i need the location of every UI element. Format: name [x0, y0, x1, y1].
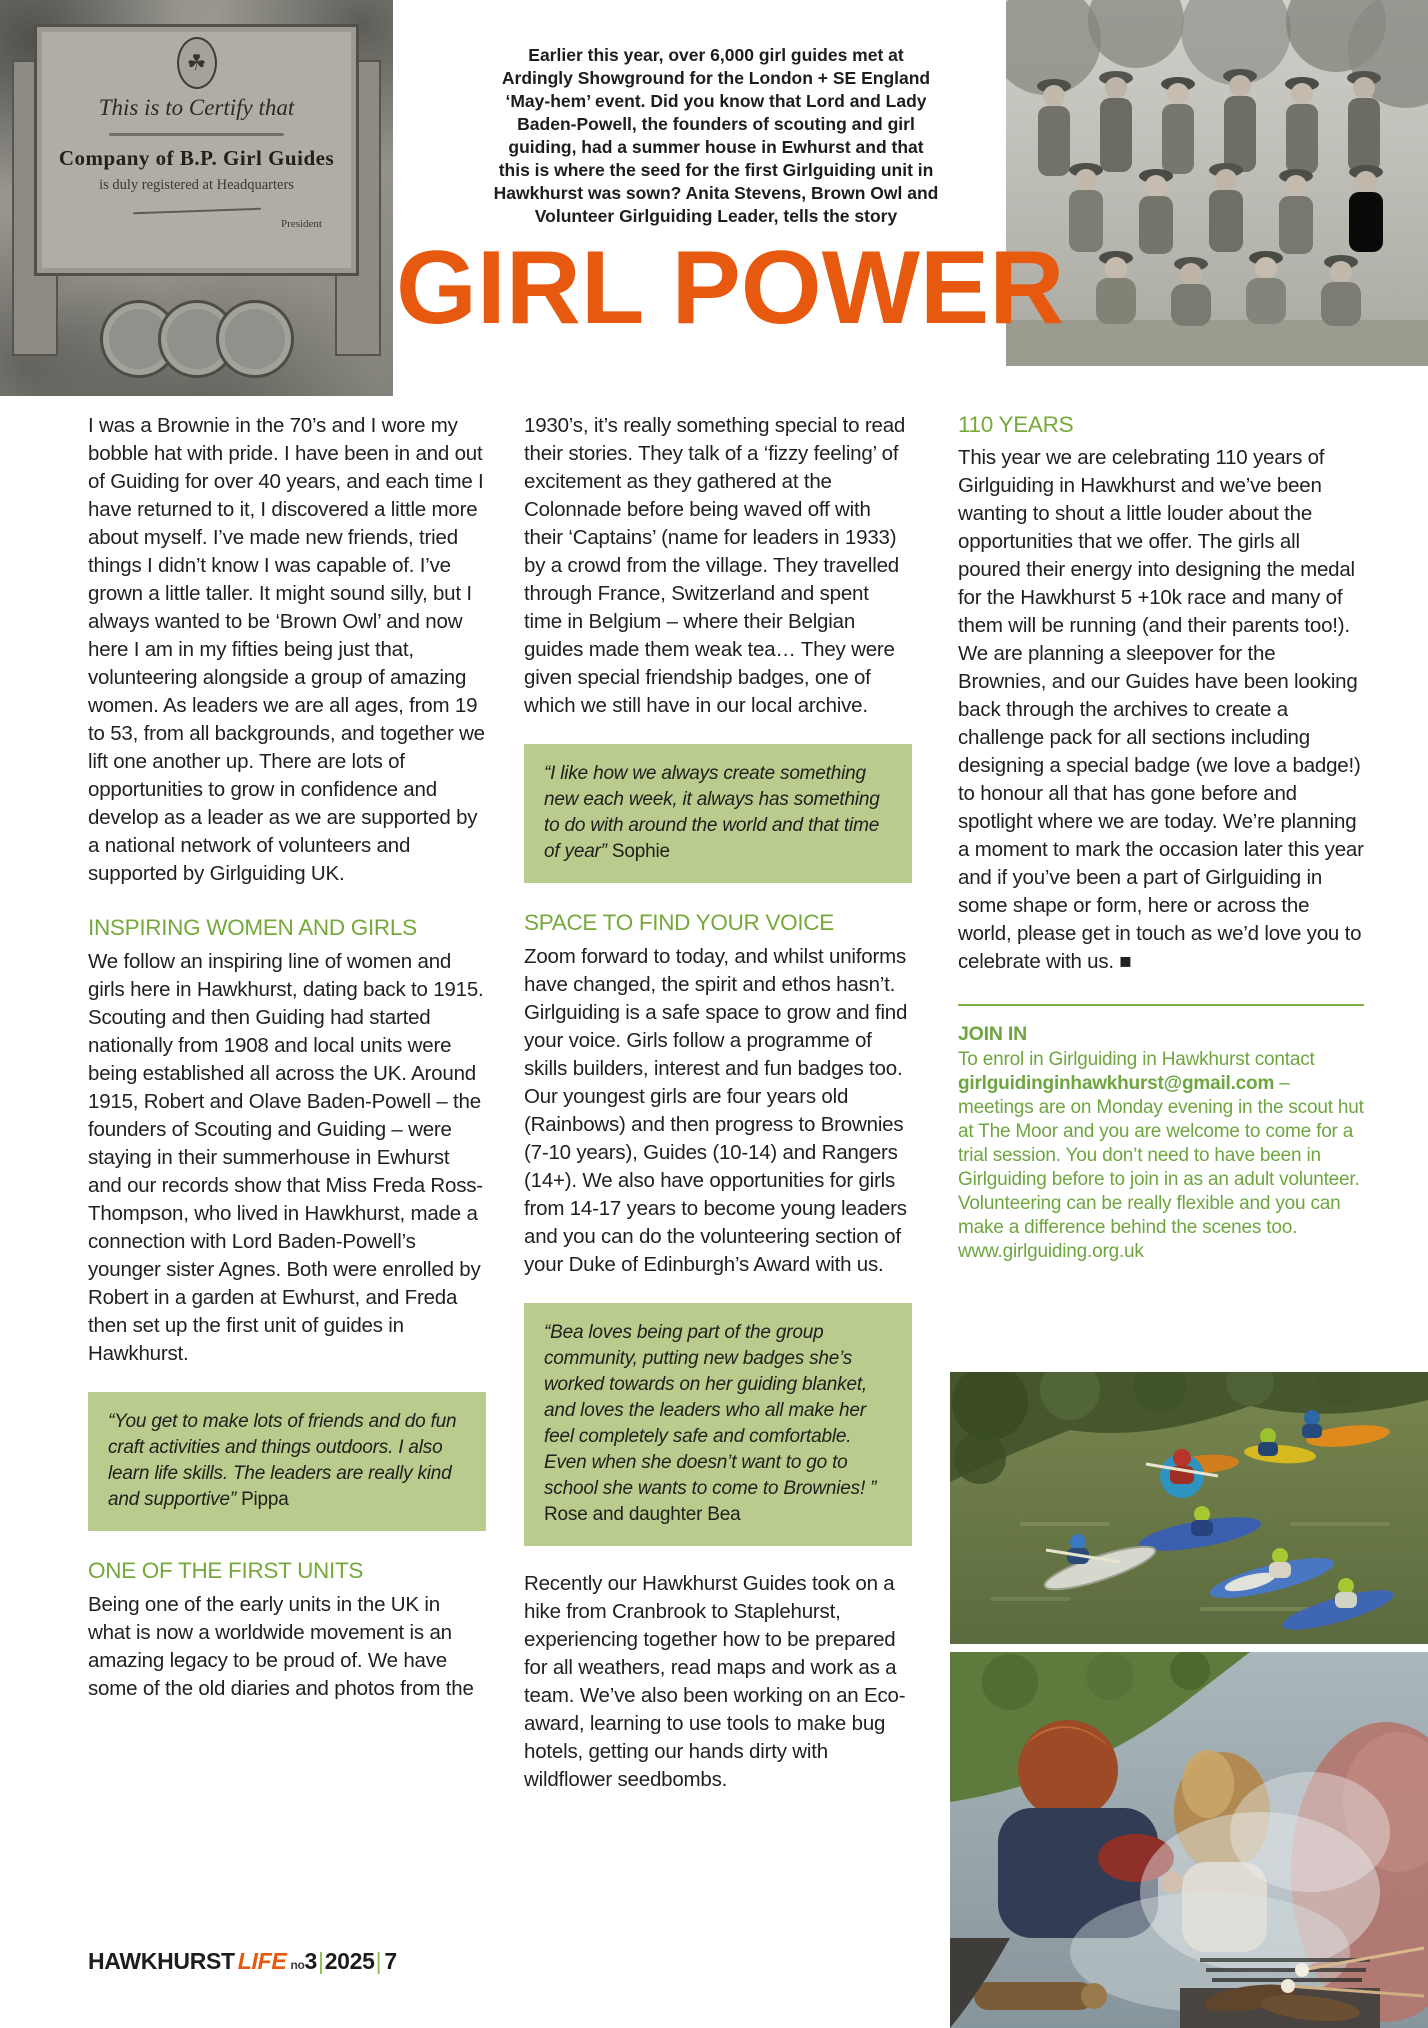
section-heading-find-your-voice: SPACE TO FIND YOUR VOICE [524, 910, 834, 935]
quote-attribution: Pippa [241, 1489, 289, 1510]
join-in-text: To enrol in Girlguiding in Hawkhurst contact [958, 1049, 1315, 1070]
intro-line: this is where the seed for the first Girlguiding unit in [498, 160, 934, 180]
intro-line: Volunteer Girlguiding Leader, tells the story [534, 206, 898, 226]
page-headline: GIRL POWER [396, 230, 1065, 346]
quote-text: “Bea loves being part of the group community, putting new badges she’s worked towards on her guiding blanket, and loves the leaders who all make her feel completely safe and comfortable. Even when she doesn’t want to go to school she wants to come to Brownies! ” [544, 1322, 877, 1499]
body-paragraph: This year we are celebrating 110 years of Girlguiding in Hawkhurst and we’ve been wanting to shout a little louder about the opportunities that we offer. The girls all poured their energy into designing the medal for the Hawkhurst 5 +10k race and many of them will be running (and their parents too!). We are planning a sleepover for the Brownies, and our Guides have been looking back through the archives to create a challenge pack for all sections including designing a special badge (we love a badge!) to honour all that has gone before and spotlight where we are today. We’re planning a moment to mark the occasion later this year and if you’ve been a part of Girlguiding in some shape or form, here or across the world, please get in touch as we’d love you to celebrate with us. ■ [958, 446, 1364, 973]
article-column-2 [524, 412, 912, 1972]
quote-text: “You get to make lots of friends and do fun craft activities and things outdoors. I also learn life skills. The leaders are really kind and supportive” [108, 1411, 457, 1510]
article-column-1 [88, 412, 486, 1942]
quote-attribution: Rose and daughter Bea [544, 1504, 741, 1525]
magazine-name: HAWKHURST [88, 1948, 235, 1974]
magazine-life-logo: LIFE [237, 1948, 287, 1974]
intro-line: Baden-Powell, the founders of scouting and girl [517, 114, 915, 134]
intro-line: guiding, had a summer house in Ewhurst and that [508, 137, 924, 157]
body-paragraph: Being one of the early units in the UK in what is now a worldwide movement is an amazing legacy to be proud of. We have some of the old diaries and photos from the [88, 1593, 474, 1700]
body-paragraph: I was a Brownie in the 70’s and I wore my bobble hat with pride. I have been in and out of Guiding for over 40 years, and each time I have returned to it, I discovered a little more about myself. I’ve made new friends, tried things I didn’t know I was capable of. I’ve grown a little taller. It might sound silly, but I always wanted to be ‘Brown Owl’ and now here I am in my fifties being just that, volunteering alongside a group of amazing women. As leaders we are all ages, from 19 to 53, from all backgrounds, and together we lift one another up. There are lots of opportunities to grow in confidence and develop as a leader as we are supported by a national network of volunteers and supported by Girlguiding UK. [88, 414, 485, 885]
join-in-email: girlguidinginhawkhurst@gmail.com [958, 1073, 1275, 1094]
page-footer [88, 1948, 397, 1975]
intro-standfirst [470, 44, 962, 228]
join-in-website: www.girlguiding.org.uk [958, 1241, 1144, 1262]
quote-box-sophie [524, 744, 912, 883]
issue-number: 3 [304, 1948, 317, 1974]
quote-box-bea [524, 1303, 912, 1546]
guides-group-photo [1006, 0, 1428, 366]
intro-line: Earlier this year, over 6,000 girl guides met at [528, 45, 904, 65]
intro-line: Ardingly Showground for the London + SE England [501, 68, 931, 88]
section-heading-inspiring-women: INSPIRING WOMEN AND GIRLS [88, 915, 417, 940]
body-paragraph: Zoom forward to today, and whilst uniforms have changed, the spirit and ethos hasn’t. Girlguiding is a safe space to grow and find your voice. Girls follow a programme of skills builders, interest and fun badges too. Our youngest girls are four years old (Rainbows) and then progress to Brownies (7-10 years), Guides (10-14) and Rangers (14+). We also have opportunities for girls from 14-17 years to become young leaders and you can do the volunteering section of your Duke of Edinburgh’s Award with us. [524, 945, 908, 1276]
certificate-president-label: President [281, 218, 322, 230]
join-in-heading: JOIN IN [958, 1023, 1028, 1045]
section-heading-first-units: ONE OF THE FIRST UNITS [88, 1558, 364, 1583]
page-number: 7 [384, 1948, 397, 1974]
quote-text: “I like how we always create something new each week, it always has something to do with around the world and that time of year” [544, 763, 880, 862]
trefoil-icon: ☘ [177, 37, 217, 89]
body-paragraph: 1930’s, it’s really something special to read their stories. They talk of a ‘fizzy feeling’ of excitement as they gathered at the Colonnade before being waved off with their ‘Captains’ (name for leaders in 1933) by a crowd from the village. They travelled through France, Switzerland and spent time in Belgium – where their Belgian guides made them weak tea… They were given special friendship badges, one of which we still have in our local archive. [524, 414, 906, 717]
quote-attribution: Sophie [611, 841, 670, 862]
quote-box-pippa [88, 1392, 486, 1531]
footer-separator: | [318, 1948, 324, 1974]
body-paragraph: We follow an inspiring line of women and girls here in Hawkhurst, dating back to 1915. Scouting and then Guiding had started nationally from 1908 and local units were being established all across the UK. Around 1915, Robert and Olave Baden-Powell – the founders of Scouting and Guiding – were staying in their summerhouse in Ewhurst and our records show that Miss Freda Ross-Thompson, who lived in Hawkhurst, made a connection with Lord Baden-Powell’s younger sister Agnes. Both were enrolled by Robert in a garden at Ewhurst, and Freda then set up the first unit of guides in Hawkhurst. [88, 950, 484, 1365]
certificate-company-line: Company of B.P. Girl Guides [58, 146, 335, 170]
section-heading-110-years: 110 YEARS [958, 412, 1074, 437]
article-column-3 [958, 412, 1364, 1264]
certificate-title: This is to Certify that [98, 95, 295, 120]
certificate-handwriting [109, 133, 284, 136]
issue-no-label: no [290, 1958, 305, 1972]
issue-year: 2025 [324, 1948, 375, 1974]
footer-separator: | [375, 1948, 382, 1974]
kayaking-photo [950, 1372, 1428, 1644]
certificate-panel [34, 24, 359, 276]
intro-line: ‘May-hem’ event. Did you know that Lord and Lady [505, 91, 927, 111]
intro-line: Hawkhurst was sown? Anita Stevens, Brown Owl and [493, 183, 939, 203]
certificate-medals [0, 300, 393, 378]
certificate-registered-line: is duly registered at Headquarters [99, 177, 294, 193]
campfire-photo [950, 1652, 1428, 2028]
certificate-photo [0, 0, 393, 396]
join-in-text: – meetings are on Monday evening in the scout hut at The Moor and you are welcome to come for a trial session. You don’t need to have been in Girlguiding before to join in as an adult volunteer. Volunteering can be really flexible and you can make a difference behind the scenes too. [958, 1073, 1364, 1238]
join-in-divider [958, 1004, 1364, 1006]
body-paragraph: Recently our Hawkhurst Guides took on a hike from Cranbrook to Staplehurst, experiencing together how to be prepared for all weathers, read maps and work as a team. We’ve also been working on an Eco-award, learning to use tools to make bug hotels, getting our hands dirty with wildflower seedbombs. [524, 1572, 906, 1791]
join-in-box [958, 1022, 1364, 1264]
certificate-signature [133, 208, 261, 214]
